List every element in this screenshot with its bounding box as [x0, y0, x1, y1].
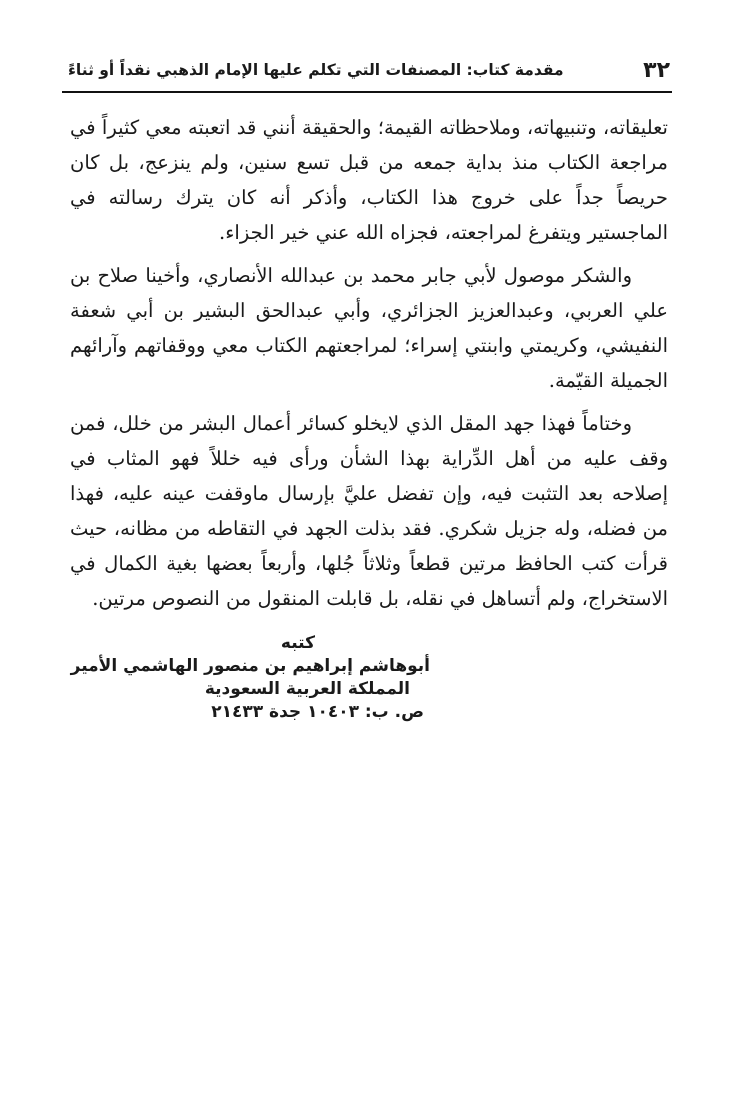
signature-block — [70, 632, 430, 724]
paragraph-acknowledgement-2: والشكر موصول لأبي جابر محمد بن عبدالله الأنصاري، وأخينا صلاح بن علي العربي، وعبدالعزيز الجزائري، وأبي عبدالحق البشير بن أبي شعفة النفيشي، وكريمتي وابنتي إسراء؛ لمراجعتهم الكتاب معي ووقفاتهم وآرائهم الجميلة القيّمة. — [70, 264, 668, 392]
header-rule — [62, 91, 672, 93]
paragraph-acknowledgement-1: تعليقاته، وتنبيهاته، وملاحظاته القيمة؛ والحقيقة أنني قد اتعبته معي كثيراً في مراجعة الكتاب منذ بداية جمعه من قبل تسع سنين، ولم ينزعج، بل كان حريصاً جداً على خروج هذا الكتاب، وأذكر أنه كان يترك رسالته في الماجستير ويتفرغ لمراجعته، فجزاه الله عني خير الجزاء. — [70, 116, 668, 244]
author-country: المملكة العربية السعودية — [204, 679, 410, 699]
author-po-box: ص. ب: ١٠٤٠٣ جدة ٢١٤٣٣ — [211, 702, 424, 722]
page-number: ٣٢ — [643, 58, 670, 83]
paragraph-conclusion: وختاماً فهذا جهد المقل الذي لايخلو كسائر أعمال البشر من خلل، فمن وقف عليه من أهل الدِّراية بهذا الشأن ورأى فيه خللاً فهو المثاب في إصلاحه بعد التثبت فيه، وإن تفضل عليَّ بإرسال ماوقفت عينه عليه، فهذا من فضله، وله جزيل شكري. فقد بذلت الجهد في التقاطه من مظانه، حيث قرأت كتب الحافظ مرتين قطعاً وثلاثاً جُلها، وأربعاً بعضها بغية الكمال في الاستخراج، ولم أتساهل في نقله، بل قابلت المنقول من النصوص مرتين. — [70, 412, 668, 610]
running-title: مقدمة كتاب: المصنفات التي تكلم عليها الإمام الذهبي نقداً أو ثناءً — [68, 61, 564, 79]
author-name: أبوهاشم إبراهيم بن منصور الهاشمي الأمير — [70, 656, 430, 676]
page-header — [60, 58, 670, 88]
signature-heading: كتبه — [280, 633, 315, 653]
body-text — [70, 110, 668, 616]
